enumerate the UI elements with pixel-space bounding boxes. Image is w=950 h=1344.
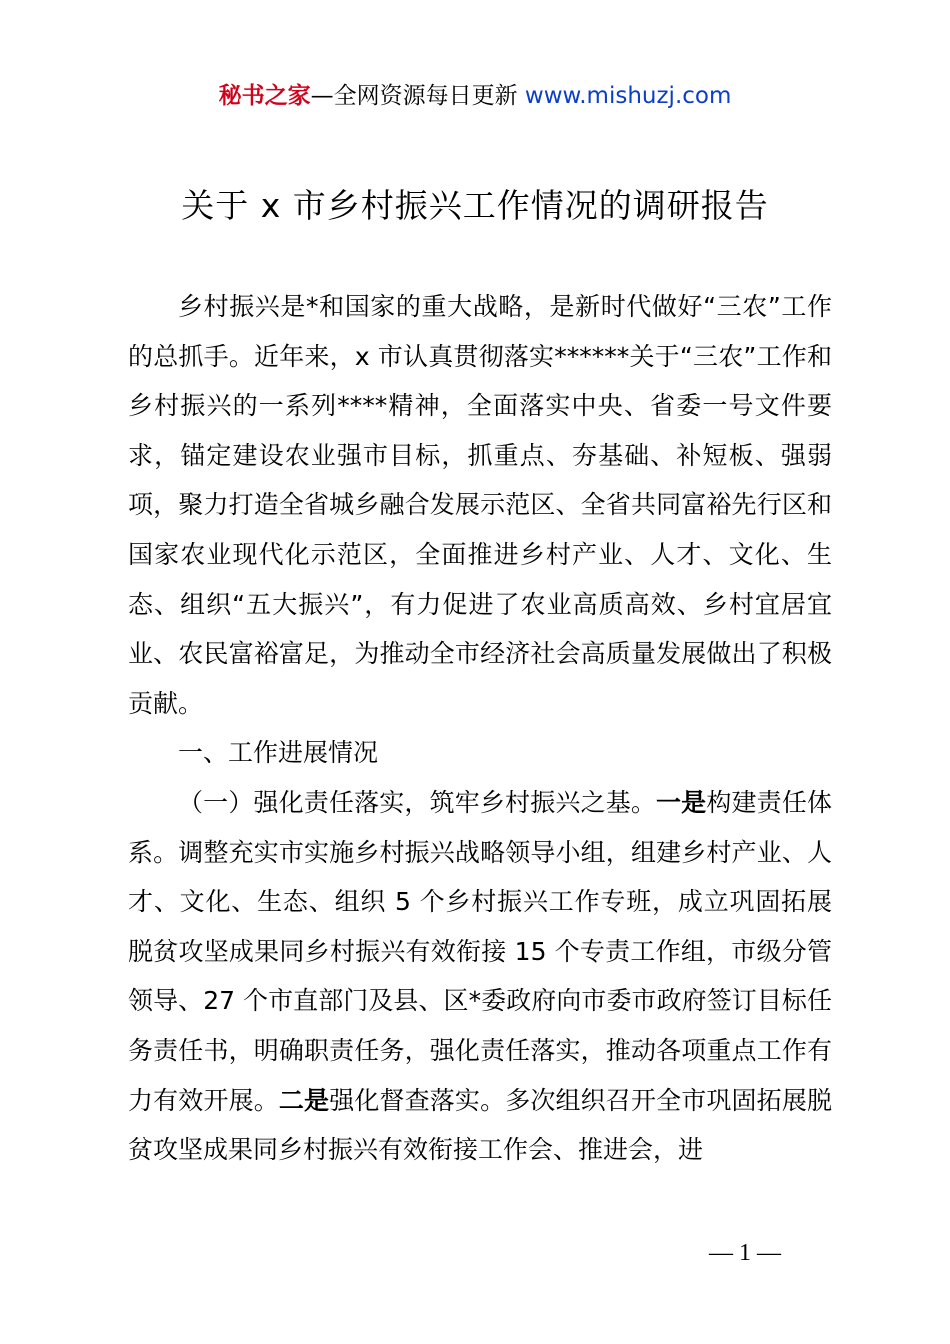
point-text-one: 构建责任体系。调整充实市实施乡村振兴战略领导小组，组建乡村产业、人才、文化、生态、组织 5 个乡村振兴工作专班，成立巩固拓展脱贫攻坚成果同乡村振兴有效衔接 15 个专责工作组，市级分管领导、27 个市直部门及县、区*委政府向市委市政府签订目标任务责任书，明确职责任务，强化责任落实，推动各项重点工作有力有效开展。 [128,787,832,1115]
intro-paragraph: 乡村振兴是*和国家的重大战略，是新时代做好“三农”工作的总抓手。近年来，x 市认真贯彻落实******关于“三农”工作和乡村振兴的一系列****精神，全面落实中央、省委一号文件要求，锚定建设农业强市目标，抓重点、夯基础、补短板、强弱项，聚力打造全省城乡融合发展示范区、全省共同富裕先行区和国家农业现代化示范区，全面推进乡村产业、人才、文化、生态、组织“五大振兴”，有力促进了农业高质高效、乡村宜居宜业、农民富裕富足，为推动全市经济社会高质量发展做出了积极贡献。 [128,292,832,718]
site-url-link[interactable]: www.mishuzj.com [524,83,732,109]
site-header [0,80,950,112]
point-text-two: 强化督查落实。多次组织召开全市巩固拓展脱贫攻坚成果同乡村振兴有效衔接工作会、推进会，进 [128,1085,832,1165]
section-heading: 一、工作进展情况 [178,738,379,768]
brand-name: 秘书之家 [218,83,311,109]
section-paragraph [128,778,832,1175]
document-body [128,282,832,1175]
point-marker-two: 二是 [278,1085,330,1115]
header-tagline: —全网资源每日更新 [310,83,518,109]
subsection-heading: （一）强化责任落实，筑牢乡村振兴之基。 [178,787,657,817]
point-marker-one: 一是 [656,787,707,817]
document-title: 关于 x 市乡村振兴工作情况的调研报告 [181,186,769,225]
page-number: — 1 — [709,1240,781,1266]
